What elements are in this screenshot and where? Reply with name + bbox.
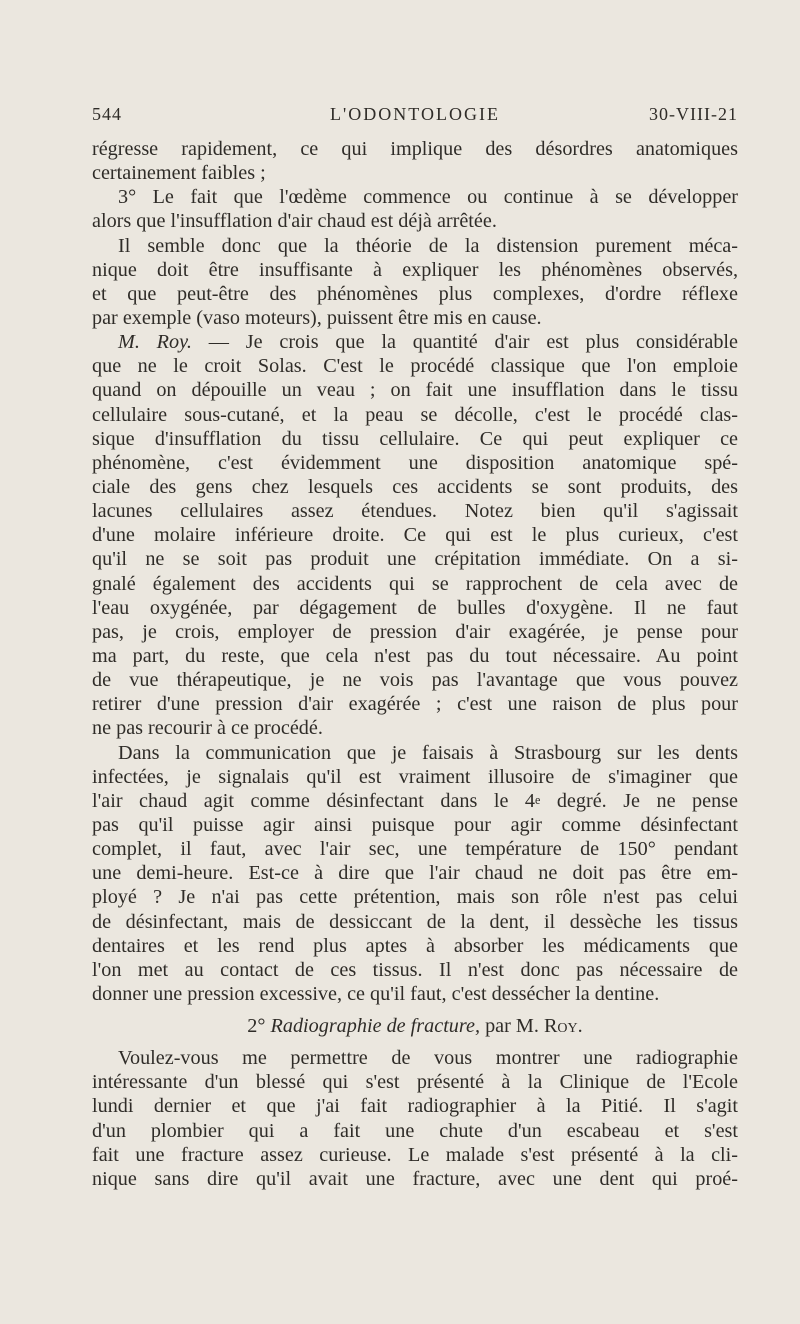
text-line: cellulaire sous-cutané, et la peau se décolle, c'est le procédé clas- xyxy=(92,403,738,426)
text-segment: . xyxy=(577,1015,583,1038)
text-line: gnalé également des accidents qui se rapprochent de cela avec de xyxy=(92,572,738,595)
text-line: alors que l'insufflation d'air chaud est déjà arrêtée. xyxy=(92,210,497,233)
text-line: de vue thérapeutique, je ne vois pas l'avantage que vous pouvez xyxy=(92,669,738,692)
text-line: phénomène, c'est évidemment une disposition anatomique spé- xyxy=(92,451,738,474)
text-line: infectées, je signalais qu'il est vraiment illusoire de s'imaginer que xyxy=(92,765,738,788)
text-line: régresse rapidement, ce qui implique des désordres anatomiques xyxy=(92,138,738,160)
text-segment: l'air chaud agit comme désinfectant dans le 4 xyxy=(92,789,535,812)
text-line: d'un plombier qui a fait une chute d'un escabeau et s'est xyxy=(92,1119,738,1142)
text-line: de désinfectant, mais de dessiccant de la dent, il dessèche les tissus xyxy=(92,910,738,933)
text-segment: — Je crois que la quantité d'air est plus considérable xyxy=(191,331,738,354)
text-line: d'une molaire inférieure droite. Ce qui est le plus curieux, c'est xyxy=(92,524,738,547)
section-gap xyxy=(92,1038,738,1046)
text-line: fait une fracture assez curieuse. Le malade s'est présenté à la cli- xyxy=(92,1143,738,1166)
text-line: ma part, du reste, que cela n'est pas du tout nécessaire. Au point xyxy=(92,644,738,667)
text-line: intéressante d'un blessé qui s'est présenté à la Clinique de l'Ecole xyxy=(92,1071,738,1094)
text-line xyxy=(92,789,738,813)
speaker-name: M. Roy. xyxy=(118,331,192,354)
text-segment: par M. xyxy=(480,1015,544,1038)
text-line: pas qu'il puisse agir ainsi puisque pour agir comme désinfectant xyxy=(92,813,738,836)
section-gap xyxy=(92,1006,738,1014)
text-line: par exemple (vaso moteurs), puissent être mis en cause. xyxy=(92,306,542,329)
text-line: nique doit être insuffisante à expliquer les phénomènes observés, xyxy=(92,258,738,281)
text-line: Dans la communication que je faisais à Strasbourg sur les dents xyxy=(118,741,738,764)
text-line: complet, il faut, avec l'air sec, une température de 150° pendant xyxy=(92,838,738,861)
page-number: 544 xyxy=(92,104,122,124)
text-line: lacunes cellulaires assez étendues. Notez bien qu'il s'agissait xyxy=(92,500,738,523)
text-line: pas, je crois, employer de pression d'air exagérée, je pense pour xyxy=(92,620,738,643)
text-line xyxy=(92,330,738,354)
article-body xyxy=(92,137,738,1191)
text-line: ne pas recourir à ce procédé. xyxy=(92,717,323,740)
text-line: 3° Le fait que l'œdème commence ou continue à se développer xyxy=(118,186,738,209)
text-line: qu'il ne se soit pas produit une crépitation immédiate. On a si- xyxy=(92,548,738,571)
text-line: et que peut-être des phénomènes plus complexes, d'ordre réflexe xyxy=(92,282,738,305)
section-title: Radiographie de fracture, xyxy=(270,1015,481,1038)
text-line: certainement faibles ; xyxy=(92,162,266,185)
running-header xyxy=(92,104,738,128)
text-segment: degré. Je ne pense xyxy=(540,789,738,812)
text-line: dentaires et les rend plus aptes à absorber les médicaments que xyxy=(92,934,738,957)
text-line: ployé ? Je n'ai pas cette prétention, mais son rôle n'est pas celui xyxy=(92,886,738,909)
text-line: que ne le croit Solas. C'est le procédé classique que l'on emploie xyxy=(92,355,738,378)
superscript: e xyxy=(534,792,541,807)
text-line: l'on met au contact de ces tissus. Il n'est donc pas nécessaire de xyxy=(92,958,738,981)
text-line: ciale des gens chez lesquels ces accidents se sont produits, des xyxy=(92,475,738,498)
text-segment: 2° xyxy=(247,1015,271,1038)
text-line: Il semble donc que la théorie de la distension purement méca- xyxy=(118,234,738,257)
issue-date: 30-VIII-21 xyxy=(649,104,738,124)
section-heading xyxy=(92,1014,738,1038)
text-line: l'eau oxygénée, par dégagement de bulles d'oxygène. Il ne faut xyxy=(92,596,738,619)
text-line: donner une pression excessive, ce qu'il faut, c'est dessécher la dentine. xyxy=(92,982,660,1005)
text-line: Voulez-vous me permettre de vous montrer une radiographie xyxy=(118,1047,738,1070)
journal-title: L'ODONTOLOGIE xyxy=(330,104,500,124)
author-name: Roy xyxy=(543,1015,578,1038)
text-line: quand on dépouille un veau ; on fait une insufflation dans le tissu xyxy=(92,379,738,402)
text-line: nique sans dire qu'il avait une fracture, avec une dent qui proé- xyxy=(92,1167,738,1190)
text-line: lundi dernier et que j'ai fait radiographier à la Pitié. Il s'agit xyxy=(92,1095,738,1118)
text-line: retirer d'une pression d'air exagérée ; c'est une raison de plus pour xyxy=(92,693,738,716)
text-line: sique d'insufflation du tissu cellulaire. Ce qui peut expliquer ce xyxy=(92,427,738,450)
text-line: une demi-heure. Est-ce à dire que l'air chaud ne doit pas être em- xyxy=(92,862,738,885)
